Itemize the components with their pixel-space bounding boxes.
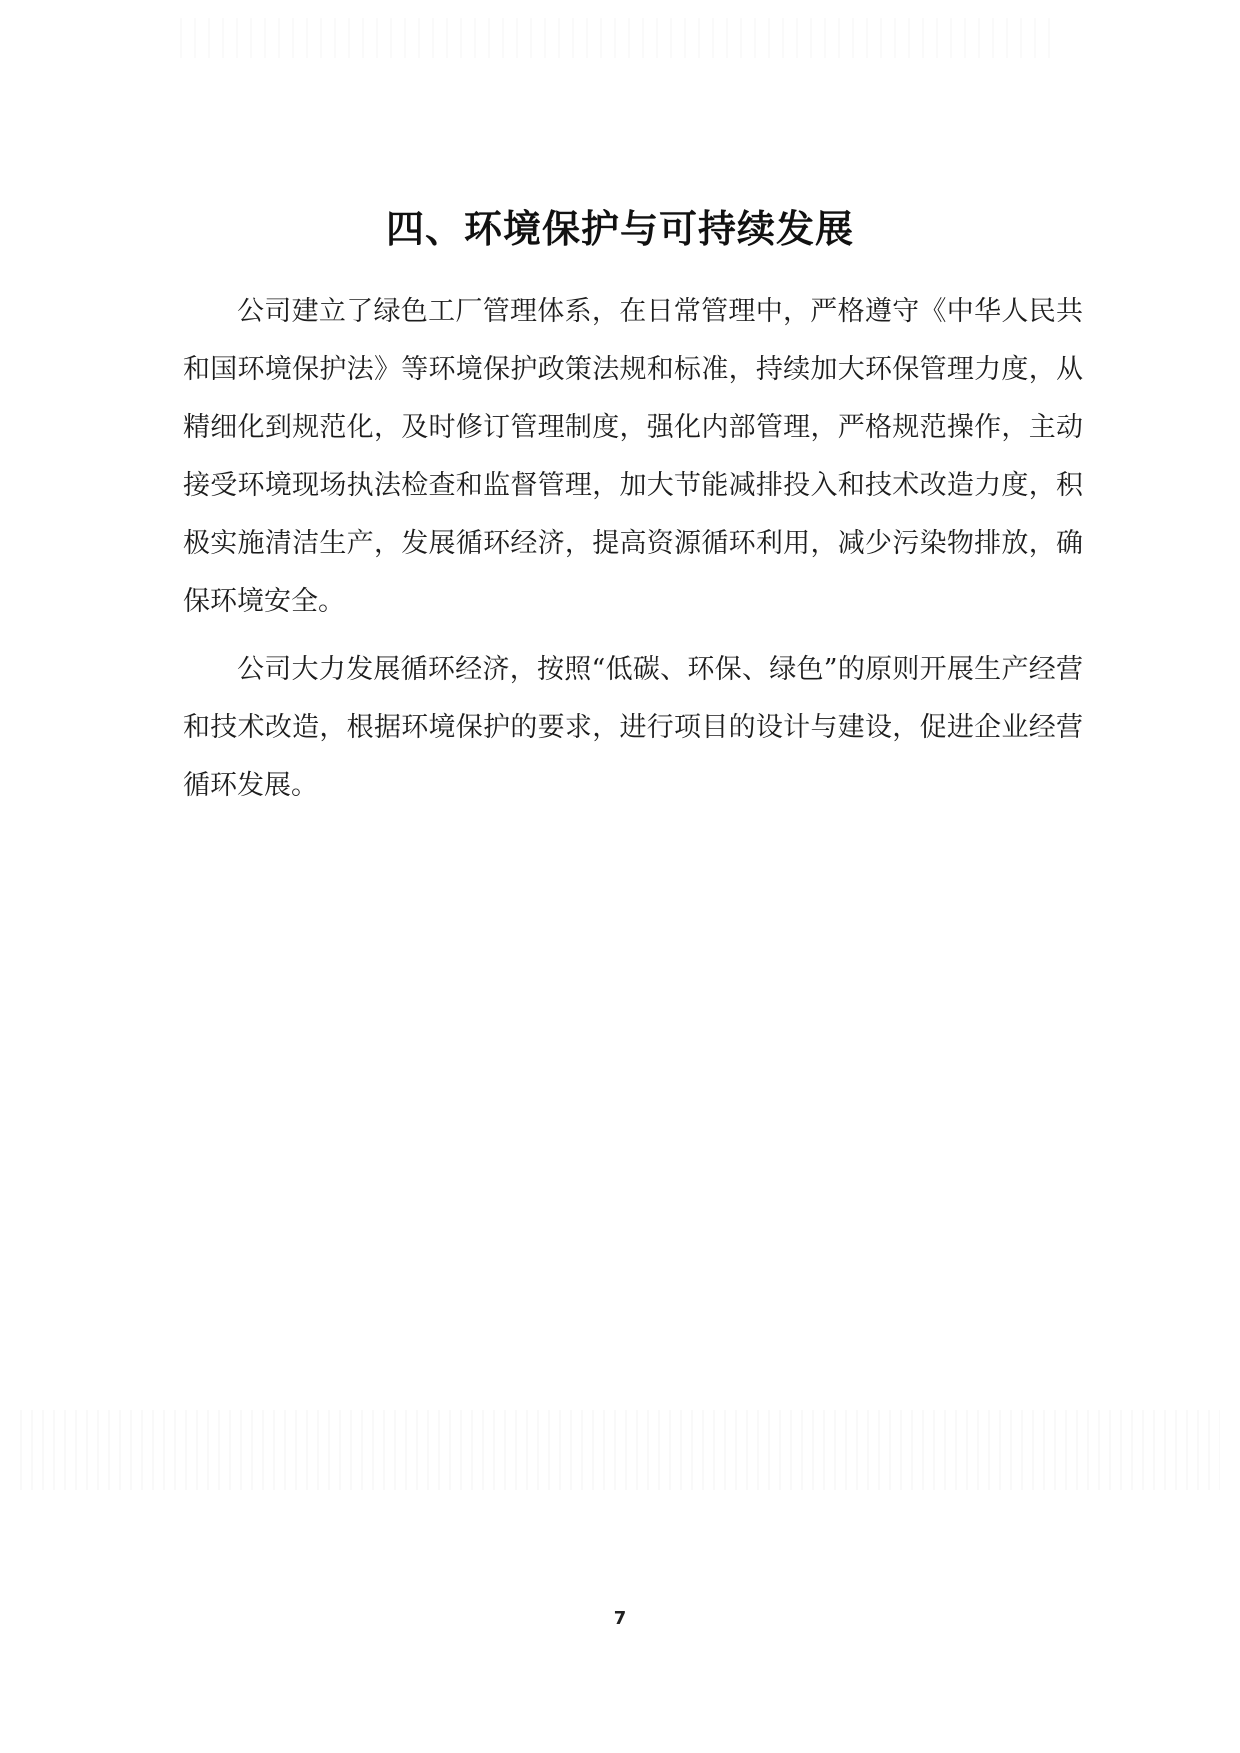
page-number: 7 [613, 1608, 627, 1629]
paragraph-circular-economy: 公司大力发展循环经济，按照“低碳、环保、绿色”的原则开展生产经营和技术改造，根据环境保护的要求，进行项目的设计与建设，促进企业经营循环发展。 [183, 654, 1083, 801]
scan-noise-bottom [20, 1410, 1220, 1490]
section-title: 四、环境保护与可持续发展 [385, 207, 854, 251]
scan-noise-top [180, 18, 1060, 58]
body-text [183, 283, 1083, 825]
paragraph-green-factory: 公司建立了绿色工厂管理体系，在日常管理中，严格遵守《中华人民共和国环境保护法》等环境保护政策法规和标准，持续加大环保管理力度，从精细化到规范化，及时修订管理制度，强化内部管理，严格规范操作，主动接受环境现场执法检查和监督管理，加大节能减排投入和技术改造力度，积极实施清洁生产，发展循环经济，提高资源循环利用，减少污染物排放，确保环境安全。 [183, 296, 1083, 617]
